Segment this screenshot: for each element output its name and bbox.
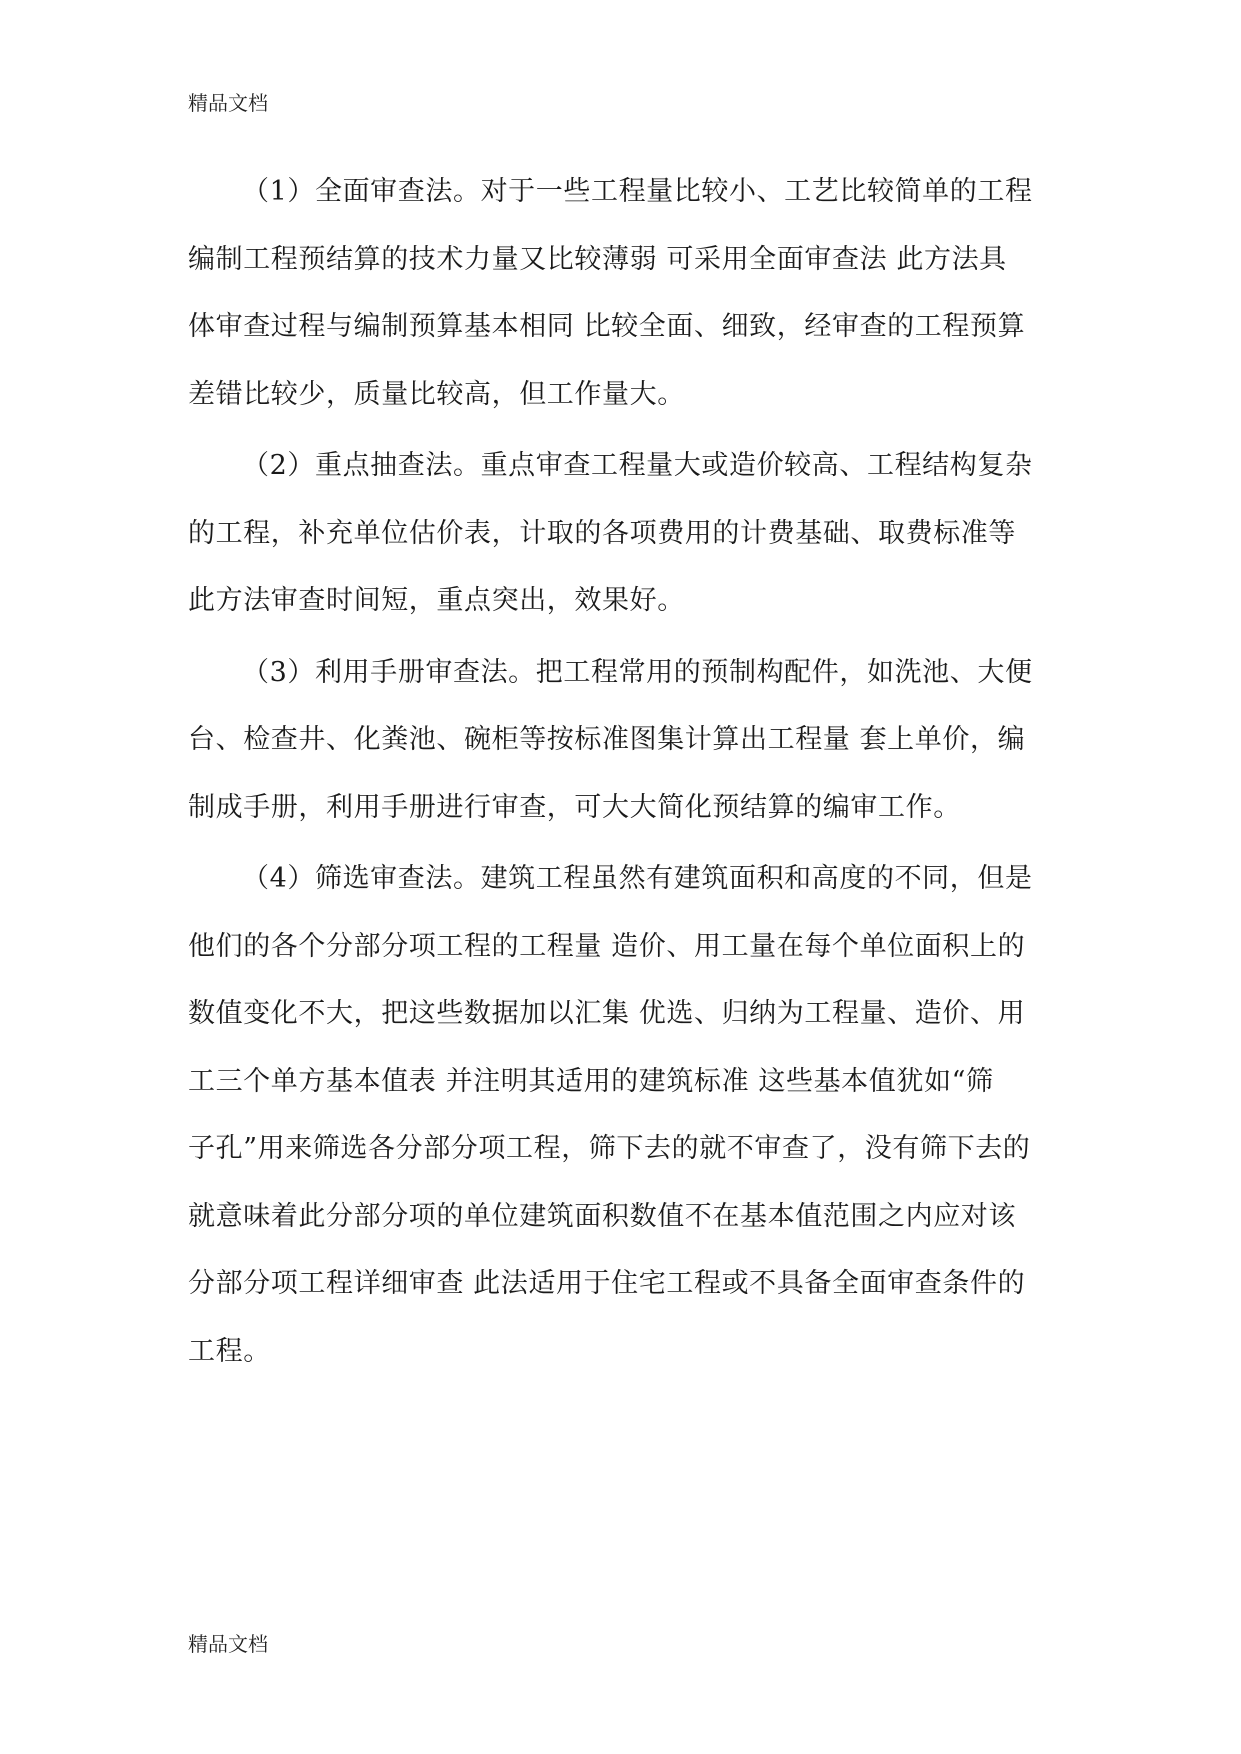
- paragraph-2: [188, 432, 1078, 635]
- text-line: 分部分项工程详细审查 此法适用于住宅工程或不具备全面审查条件的: [188, 1268, 1026, 1299]
- page-footer: 精品文档: [188, 1632, 268, 1656]
- text-line: 数值变化不大，把这些数据加以汇集 优选、归纳为工程量、造价、用: [188, 998, 1026, 1029]
- text-line: 就意味着此分部分项的单位建筑面积数值不在基本值范围之内应对该: [188, 1200, 1016, 1232]
- paragraph-4: [188, 845, 1078, 1385]
- text-line: 体审查过程与编制预算基本相同 比较全面、细致，经审查的工程预算: [188, 311, 1026, 342]
- text-line: （1）全面审查法。对于一些工程量比较小、工艺比较简单的工程: [242, 176, 1033, 207]
- text-line: 工程。: [188, 1335, 271, 1367]
- text-line: 台、检查井、化粪池、碗柜等按标准图集计算出工程量 套上单价，编: [188, 724, 1026, 755]
- text-line: 的工程，补充单位估价表，计取的各项费用的计费基础、取费标准等: [188, 517, 1016, 549]
- document-body: [188, 158, 1078, 1389]
- paragraph-3: [188, 639, 1078, 842]
- paragraph-1: [188, 158, 1078, 428]
- text-line: 编制工程预结算的技术力量又比较薄弱 可采用全面审查法 此方法具: [188, 243, 1007, 275]
- text-line: 制成手册，利用手册进行审查，可大大简化预结算的编审工作。: [188, 791, 961, 823]
- text-line: 工三个单方基本值表 并注明其适用的建筑标准 这些基本值犹如“筛: [188, 1065, 994, 1097]
- text-line: （4）筛选审查法。建筑工程虽然有建筑面积和高度的不同，但是: [242, 863, 1033, 894]
- text-line: 差错比较少，质量比较高，但工作量大。: [188, 378, 685, 410]
- text-line: （3）利用手册审查法。把工程常用的预制构配件，如洗池、大便: [242, 656, 1033, 688]
- text-line: （2）重点抽查法。重点审查工程量大或造价较高、工程结构复杂: [242, 450, 1033, 481]
- text-line: 子孔”用来筛选各分部分项工程，筛下去的就不审查了，没有筛下去的: [188, 1133, 1031, 1164]
- page-header: 精品文档: [188, 91, 268, 115]
- text-line: 他们的各个分部分项工程的工程量 造价、用工量在每个单位面积上的: [188, 930, 1026, 962]
- text-line: 此方法审查时间短，重点突出，效果好。: [188, 585, 685, 616]
